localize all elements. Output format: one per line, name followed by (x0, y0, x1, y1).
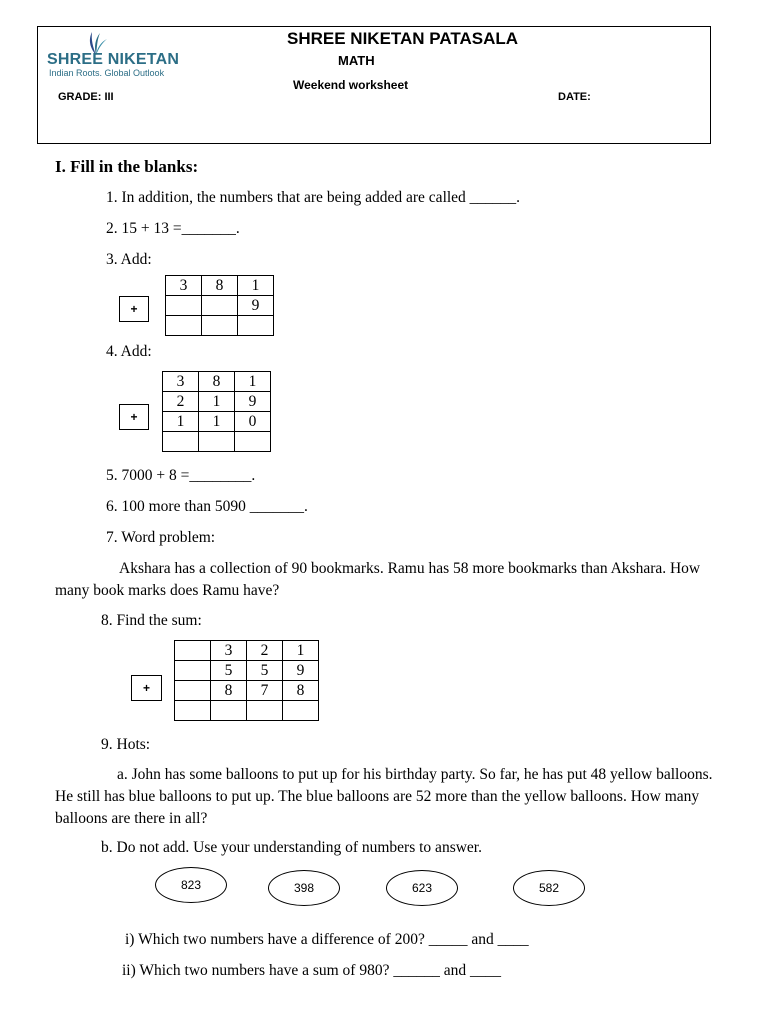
table-cell (202, 316, 238, 336)
table-cell: 2 (247, 641, 283, 661)
table-cell: 8 (211, 681, 247, 701)
addition-table-q3 (165, 275, 274, 336)
table-cell: 3 (166, 276, 202, 296)
question-2: 2. 15 + 13 =_______. (106, 220, 240, 237)
question-1: 1. In addition, the numbers that are being added are called ______. (106, 189, 521, 206)
table-cell: 8 (202, 276, 238, 296)
table-row (175, 641, 319, 661)
plus-sign-box: + (119, 404, 149, 430)
table-row (175, 661, 319, 681)
table-cell (175, 641, 211, 661)
table-cell: 3 (163, 372, 199, 392)
table-cell (175, 701, 211, 721)
question-9: 9. Hots: (101, 736, 151, 753)
plus-sign-box: + (119, 296, 149, 322)
table-cell (175, 681, 211, 701)
number-oval: 823 (155, 867, 227, 903)
section-title: I. Fill in the blanks: (55, 157, 199, 176)
table-cell (175, 661, 211, 681)
question-4: 4. Add: (106, 343, 152, 360)
question-7: 7. Word problem: (106, 529, 216, 546)
question-3: 3. Add: (106, 251, 152, 268)
table-cell: 8 (199, 372, 235, 392)
table-row (163, 372, 271, 392)
table-row (163, 432, 271, 452)
question-6: 6. 100 more than 5090 _______. (106, 498, 308, 515)
number-oval: 582 (513, 870, 585, 906)
table-cell: 7 (247, 681, 283, 701)
table-row (175, 701, 319, 721)
table-row (163, 392, 271, 412)
addition-table-q4 (162, 371, 271, 452)
table-row (166, 296, 274, 316)
table-cell: 8 (283, 681, 319, 701)
table-cell (166, 296, 202, 316)
table-row (166, 316, 274, 336)
table-cell: 3 (211, 641, 247, 661)
table-cell: 0 (235, 412, 271, 432)
logo-name: SHREE NIKETAN (47, 51, 180, 68)
subject-title: MATH (338, 53, 375, 68)
table-cell: 2 (163, 392, 199, 412)
addition-table-q8 (174, 640, 319, 721)
table-row (175, 681, 319, 701)
table-row (166, 276, 274, 296)
table-cell: 1 (238, 276, 274, 296)
table-cell: 1 (199, 412, 235, 432)
school-name: SHREE NIKETAN PATASALA (287, 29, 519, 48)
grade-label: GRADE: III (58, 91, 114, 103)
table-cell: 9 (235, 392, 271, 412)
table-cell: 5 (211, 661, 247, 681)
hots-question-b-i: i) Which two numbers have a difference of 200? _____ and ____ (125, 931, 529, 948)
worksheet-title: Weekend worksheet (293, 78, 409, 92)
plus-sign-box: + (131, 675, 162, 701)
table-cell (211, 701, 247, 721)
table-cell (199, 432, 235, 452)
table-cell (202, 296, 238, 316)
table-cell: 1 (283, 641, 319, 661)
hots-question-b: b. Do not add. Use your understanding of numbers to answer. (101, 839, 482, 856)
table-cell: 1 (199, 392, 235, 412)
table-cell: 5 (247, 661, 283, 681)
table-cell (163, 432, 199, 452)
question-5: 5. 7000 + 8 =________. (106, 467, 256, 484)
hots-question-b-ii: ii) Which two numbers have a sum of 980? ______ and ____ (122, 962, 501, 979)
table-cell: 9 (238, 296, 274, 316)
hots-question-a: a. John has some balloons to put up for his birthday party. So far, he has put 48 yellow balloons. He still has blue balloons to put up. The blue balloons are 52 more than the yellow balloons. How many balloons are there in all? (55, 766, 713, 827)
number-oval: 623 (386, 870, 458, 906)
question-8: 8. Find the sum: (101, 612, 202, 629)
table-row (163, 412, 271, 432)
date-label: DATE: (558, 91, 591, 103)
table-cell: 1 (235, 372, 271, 392)
table-cell (247, 701, 283, 721)
table-cell (283, 701, 319, 721)
table-cell: 1 (163, 412, 199, 432)
table-cell (235, 432, 271, 452)
table-cell (238, 316, 274, 336)
number-oval: 398 (268, 870, 340, 906)
table-cell: 9 (283, 661, 319, 681)
table-cell (166, 316, 202, 336)
logo-tagline: Indian Roots. Global Outlook (49, 68, 165, 78)
word-problem-text: Akshara has a collection of 90 bookmarks. Ramu has 58 more bookmarks than Akshara. How many book marks does Ramu have? (55, 560, 701, 599)
